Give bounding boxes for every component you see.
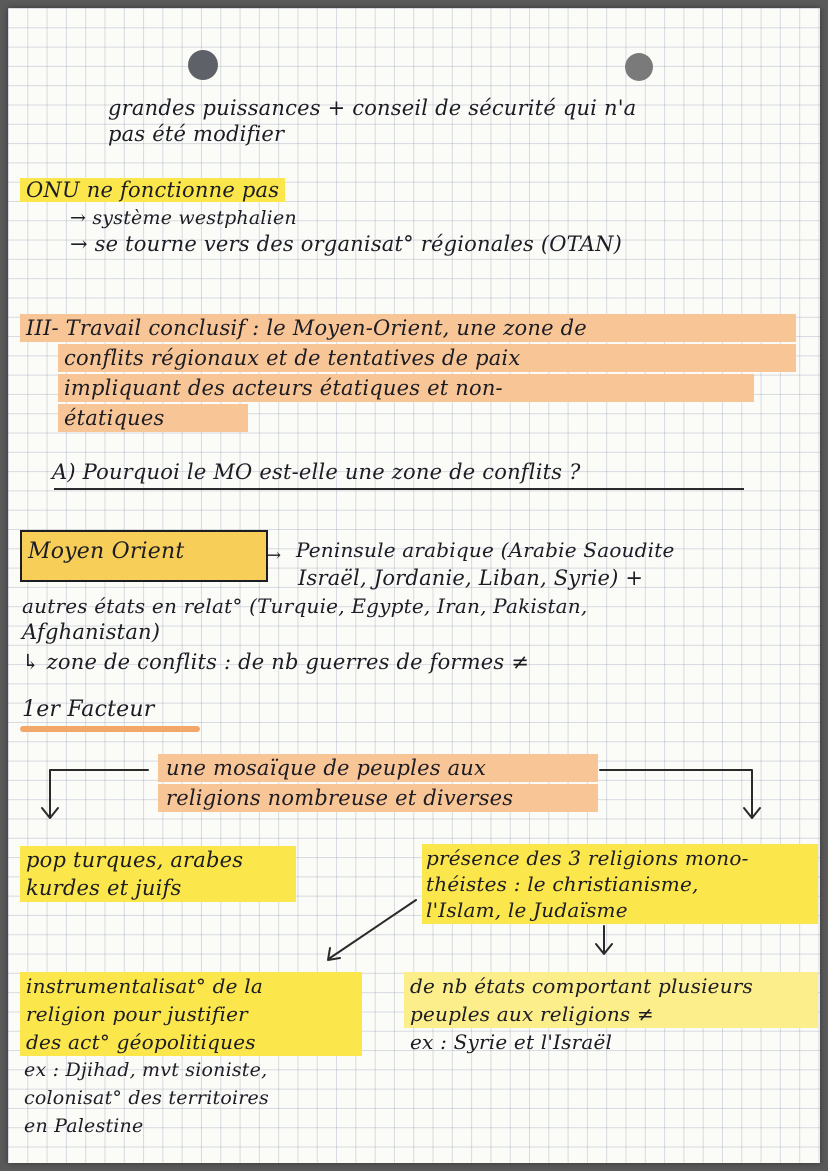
onu-heading: ONU ne fonctionne pas (20, 178, 285, 202)
onu-bullet-1: → système westphalien (70, 207, 297, 229)
instrument-line-4: ex : Djihad, mvt sioniste, (24, 1059, 268, 1081)
moyen-orient-arrow: → (266, 545, 282, 566)
etats-line-2: peuples aux religions ≠ (404, 1000, 818, 1028)
moyen-orient-line-1: Peninsule arabique (Arabie Saoudite (296, 538, 675, 562)
religions-line-1: présence des 3 religions mono- (422, 844, 818, 872)
instrument-line-6: en Palestine (24, 1115, 144, 1137)
mosaic-line-1: une mosaïque de peuples aux (158, 754, 598, 782)
instrument-line-2: religion pour justifier (20, 1000, 362, 1028)
arrow-right-branch (600, 770, 752, 816)
religions-line-3: l'Islam, le Judaïsme (422, 896, 818, 924)
section-3-line-4: étatiques (58, 404, 248, 432)
section-3-line-3: impliquant des acteurs étatiques et non- (58, 374, 754, 402)
notebook-page (8, 8, 820, 1163)
moyen-orient-line-3: autres états en relat° (Turquie, Egypte, Iran, Pakistan, (22, 594, 588, 618)
instrument-line-3: des act° géopolitiques (20, 1028, 362, 1056)
moyen-orient-line-4: Afghanistan) (22, 620, 161, 644)
diagram-arrows (8, 8, 820, 1163)
mosaic-line-2: religions nombreuse et diverses (158, 784, 598, 812)
moyen-orient-line-5: ↳ zone de conflits : de nb guerres de formes ≠ (22, 650, 530, 674)
arrow-diag (330, 900, 416, 958)
instrument-line-1: instrumentalisat° de la (20, 972, 362, 1000)
section-3-line-1: III- Travail conclusif : le Moyen-Orient, une zone de (20, 314, 796, 342)
top-line-1: grandes puissances + conseil de sécurité qui n'a (108, 96, 637, 120)
moyen-orient-label: Moyen Orient (28, 539, 185, 564)
arrow-left-branch (50, 770, 148, 816)
religions-line-2: théistes : le christianisme, (422, 870, 818, 898)
instrument-line-5: colonisat° des territoires (24, 1087, 269, 1109)
pop-line-1: pop turques, arabes (20, 846, 296, 874)
etats-line-3: ex : Syrie et l'Israël (410, 1030, 613, 1054)
sub-a-title: A) Pourquoi le MO est-elle une zone de conflits ? (52, 460, 581, 484)
top-line-2: pas été modifier (108, 122, 285, 146)
section-3-line-2: conflits régionaux et de tentatives de paix (58, 344, 796, 372)
etats-line-1: de nb états comportant plusieurs (404, 972, 818, 1000)
onu-bullet-2: → se tourne vers des organisat° régionales (OTAN) (70, 232, 623, 256)
pop-line-2: kurdes et juifs (20, 874, 296, 902)
facteur-title: 1er Facteur (22, 697, 155, 722)
moyen-orient-line-2: Israël, Jordanie, Liban, Syrie) + (298, 566, 644, 590)
